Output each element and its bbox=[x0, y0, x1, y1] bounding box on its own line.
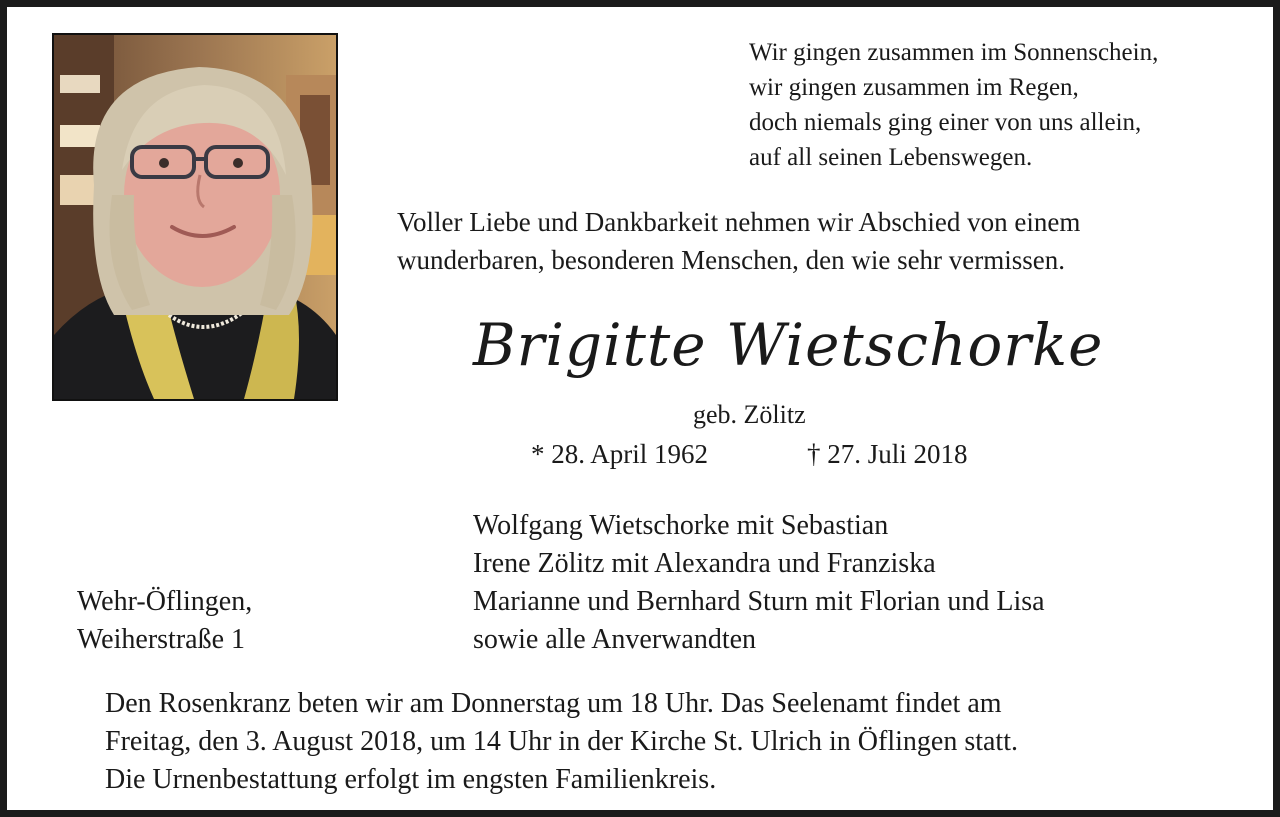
notice-line: Freitag, den 3. August 2018, um 14 Uhr in der Kirche St. Ulrich in Öflingen statt. bbox=[105, 726, 1018, 757]
mourner-line: Marianne und Bernhard Sturn mit Florian und Lisa bbox=[473, 586, 1045, 617]
poem-line: doch niemals ging einer von uns allein, bbox=[749, 109, 1142, 136]
mourner-line: Wolfgang Wietschorke mit Sebastian bbox=[473, 510, 889, 541]
mourner-line: Irene Zölitz mit Alexandra und Franziska bbox=[473, 548, 936, 579]
mourners-list bbox=[473, 507, 1273, 659]
farewell-line: wunderbaren, besonderen Menschen, den wie sehr vermissen. bbox=[397, 245, 1066, 275]
portrait-illustration bbox=[54, 35, 336, 399]
death-date: † 27. Juli 2018 bbox=[807, 439, 968, 469]
address-line: Weiherstraße 1 bbox=[77, 624, 245, 655]
address bbox=[77, 583, 252, 659]
poem bbox=[749, 35, 1269, 175]
notice-line: Den Rosenkranz beten wir am Donnerstag um 18 Uhr. Das Seelenamt findet am bbox=[105, 688, 1002, 719]
birth-date: * 28. April 1962 bbox=[531, 439, 709, 469]
poem-line: wir gingen zusammen im Regen, bbox=[749, 74, 1079, 101]
poem-line: auf all seinen Lebenswegen. bbox=[749, 144, 1033, 171]
address-line: Wehr-Öflingen, bbox=[77, 586, 253, 617]
deceased-name: Brigitte Wietschorke bbox=[473, 311, 1104, 379]
mourner-line: sowie alle Anverwandten bbox=[473, 624, 757, 655]
service-notice bbox=[105, 685, 1265, 799]
portrait-photo bbox=[52, 33, 338, 401]
poem-line: Wir gingen zusammen im Sonnenschein, bbox=[749, 39, 1159, 66]
notice-line: Die Urnenbestattung erfolgt im engsten Familienkreis. bbox=[105, 764, 717, 795]
farewell-line: Voller Liebe und Dankbarkeit nehmen wir Abschied von einem bbox=[397, 207, 1081, 237]
maiden-name: geb. Zölitz bbox=[693, 400, 806, 429]
farewell-text bbox=[397, 203, 1277, 279]
